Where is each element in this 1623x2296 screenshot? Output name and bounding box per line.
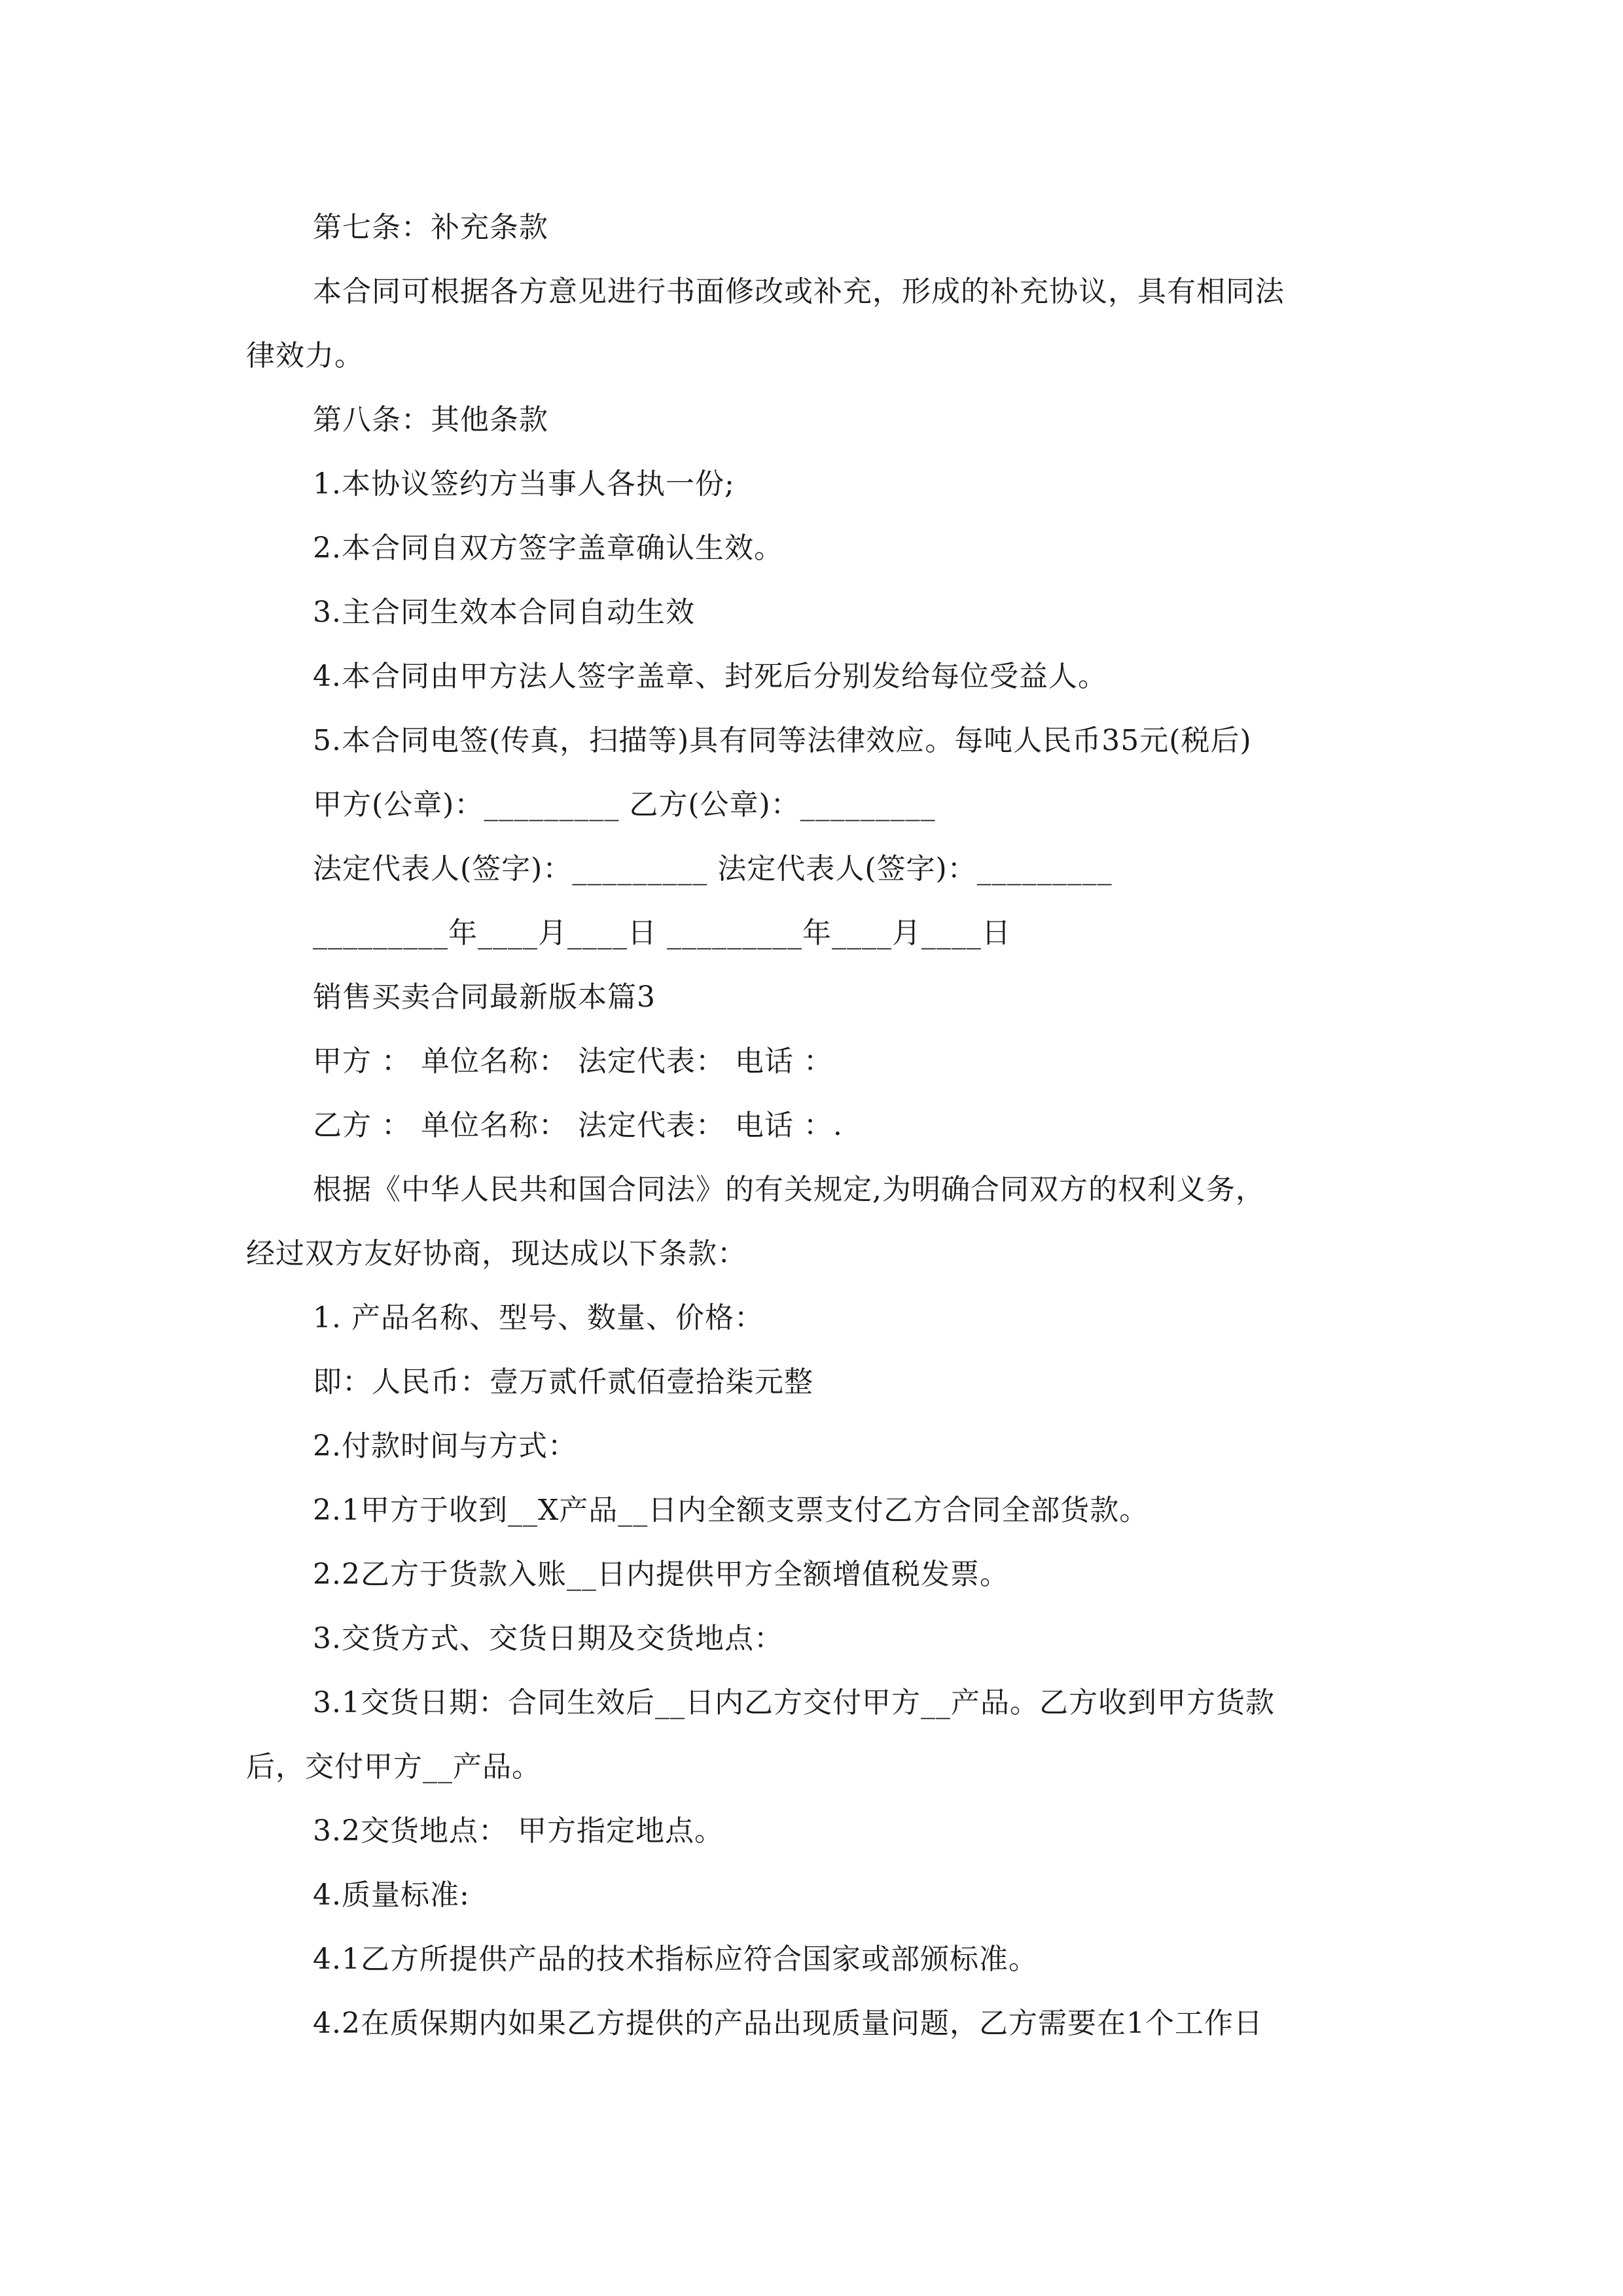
item-3-1-line-2: 后，交付甲方__产品。	[246, 1750, 541, 1784]
item-3-2: 3.2交货地点： 甲方指定地点。	[313, 1814, 724, 1848]
party-b-info: 乙方 ： 单位名称： 法定代表： 电话 ：.	[313, 1109, 843, 1142]
section-title: 销售买卖合同最新版本篇3	[313, 980, 656, 1014]
clause-8-heading: 第八条：其他条款	[313, 403, 548, 437]
item-2-2: 2.2乙方于货款入账__日内提供甲方全额增值税发票。	[313, 1558, 1009, 1591]
party-seal-line: 甲方(公章)：_________ 乙方(公章)：_________	[313, 788, 936, 821]
clause-8-item-4: 4.本合同由甲方法人签字盖章、封死后分别发给每位受益人。	[313, 660, 1107, 693]
item-4-heading: 4.质量标准:	[313, 1878, 470, 1912]
clause-8-item-3: 3.主合同生效本合同自动生效	[313, 596, 695, 629]
item-3-heading: 3.交货方式、交货日期及交货地点：	[313, 1622, 783, 1655]
item-2-1: 2.1甲方于收到__X产品__日内全额支票支付乙方合同全部货款。	[313, 1494, 1149, 1527]
clause-7-heading: 第七条：补充条款	[313, 211, 548, 244]
clause-7-text-2: 律效力。	[246, 339, 364, 372]
date-line: _________年____月____日 _________年____月____日	[313, 916, 1011, 950]
preamble-2: 经过双方友好协商，现达成以下条款：	[246, 1237, 747, 1270]
clause-8-item-1: 1.本协议签约方当事人各执一份;	[313, 467, 735, 501]
item-3-1-line-1: 3.1交货日期：合同生效后__日内乙方交付甲方__产品。乙方收到甲方货款	[313, 1686, 1275, 1719]
item-2-heading: 2.付款时间与方式：	[313, 1429, 577, 1463]
item-1-heading: 1. 产品名称、型号、数量、价格：	[313, 1301, 764, 1335]
clause-7-text-1: 本合同可根据各方意见进行书面修改或补充，形成的补充协议，具有相同法	[313, 275, 1285, 308]
representative-signature-line: 法定代表人(签字)：_________ 法定代表人(签字)：_________	[313, 852, 1113, 886]
item-4-1: 4.1乙方所提供产品的技术指标应符合国家或部颁标准。	[313, 1943, 1038, 1976]
item-1-amount: 即：人民币：壹万贰仟贰佰壹拾柒元整	[313, 1365, 813, 1399]
clause-8-item-5: 5.本合同电签(传真，扫描等)具有同等法律效应。每吨人民币35元(税后)	[313, 724, 1252, 757]
party-a-info: 甲方 ： 单位名称： 法定代表： 电话 ：	[313, 1045, 833, 1078]
item-4-2: 4.2在质保期内如果乙方提供的产品出现质量问题，乙方需要在1个工作日	[313, 2007, 1263, 2040]
preamble-1: 根据《中华人民共和国合同法》的有关规定,为明确合同双方的权利义务，	[313, 1173, 1265, 1206]
clause-8-item-2: 2.本合同自双方签字盖章确认生效。	[313, 531, 783, 565]
